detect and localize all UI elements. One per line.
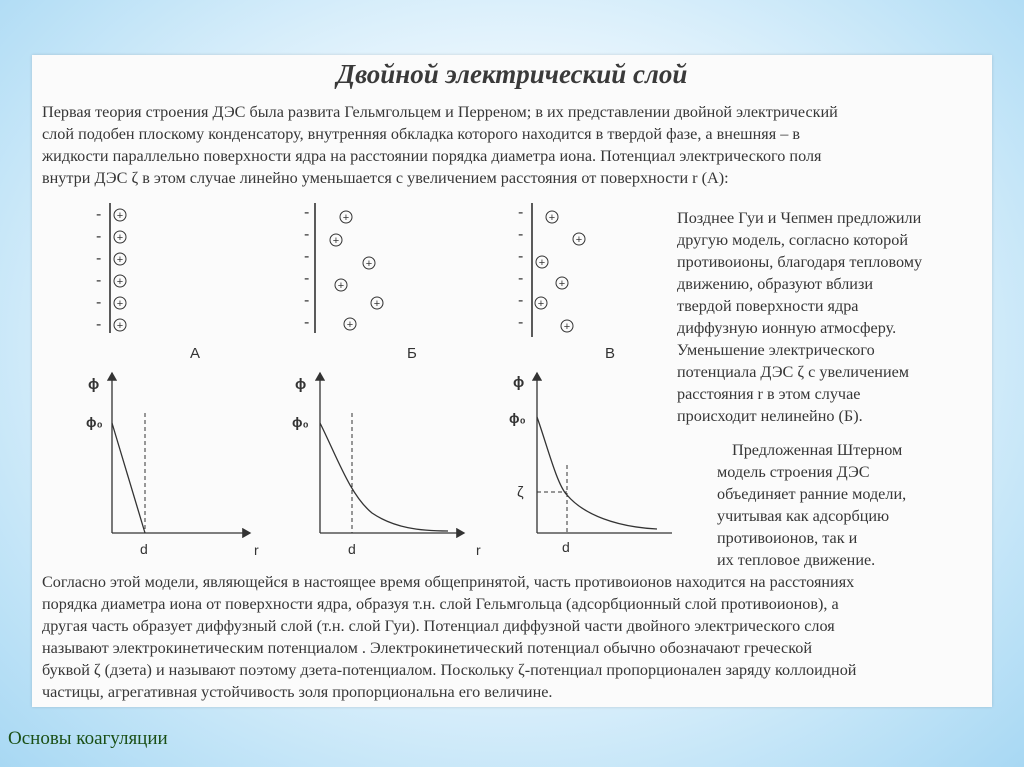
svg-text:ϕ: ϕ (513, 374, 525, 391)
footer-title: Основы коагуляции (8, 728, 168, 749)
diagram-label-b: Б (407, 345, 417, 362)
side-text-line: твердой поверхности ядра (677, 297, 859, 315)
svg-text:ϕ₀: ϕ₀ (292, 414, 309, 430)
svg-text:+: + (116, 320, 124, 332)
intro-line: Первая теория строения ДЭС была развита Гельмгольцем и Перреном; в их представлении двойной электрический (42, 103, 838, 121)
minus-charges (96, 206, 101, 333)
side-text-line: движению, образуют вблизи (677, 275, 874, 293)
bottom-line: Согласно этой модели, являющейся в настоящее время общепринятой, часть противоионов находится на расстояниях (42, 573, 855, 591)
svg-text:+: + (346, 319, 354, 331)
svg-text:ζ: ζ (517, 484, 524, 501)
svg-text:-: - (518, 292, 524, 309)
svg-text:-: - (96, 206, 102, 223)
page-title: Двойной электрический слой (336, 59, 688, 89)
svg-text:ϕ₀: ϕ₀ (509, 410, 526, 426)
svg-text:-: - (304, 226, 310, 243)
side-text-line: диффузную ионную атмосферу. (677, 319, 897, 337)
side-text-line: потенциала ДЭС ζ с увеличением (677, 363, 910, 381)
potential-graph-c (509, 373, 672, 555)
bottom-line: порядка диаметра иона от поверхности ядра, образуя т.н. слой Гельмгольца (адсорбционный слой противоионов), а (42, 595, 839, 613)
svg-text:d: d (562, 539, 570, 555)
side-text-line: учитывая как адсорбцию (717, 507, 890, 525)
side-text-line: расстояния r в этом случае (677, 385, 861, 403)
svg-text:-: - (96, 272, 102, 289)
svg-text:-: - (518, 248, 524, 265)
svg-text:-: - (518, 226, 524, 243)
svg-text:+: + (558, 278, 566, 290)
svg-text:+: + (537, 298, 545, 310)
side-text-line: другую модель, согласно которой (677, 231, 909, 249)
svg-text:+: + (365, 258, 373, 270)
svg-text:-: - (304, 314, 310, 331)
svg-text:+: + (548, 212, 556, 224)
svg-text:+: + (538, 257, 546, 269)
side-text-line: объединяет ранние модели, (717, 485, 907, 503)
intro-line: жидкости параллельно поверхности ядра на расстоянии порядка диаметра иона. Потенциал электрического поля (42, 147, 822, 165)
svg-text:r: r (254, 542, 259, 558)
svg-text:-: - (96, 228, 102, 245)
ion-diagram-b (304, 203, 417, 362)
side-text-line: Предложенная Штерном (732, 441, 903, 459)
ion-diagram-c (518, 203, 615, 362)
intro-line: внутри ДЭС ζ в этом случае линейно уменьшается с увеличением расстояния от поверхности r (А): (42, 169, 729, 187)
svg-text:+: + (575, 234, 583, 246)
side-text-line: происходит нелинейно (Б). (677, 407, 863, 425)
bottom-line: называют электрокинетическим потенциалом . Электрокинетический потенциал обычно обозначают греческой (42, 639, 813, 657)
svg-text:-: - (304, 292, 310, 309)
svg-text:-: - (518, 270, 524, 287)
svg-text:-: - (518, 204, 524, 221)
bottom-line: другая часть образует диффузный слой (т.н. слой Гуи). Потенциал диффузной части двойного электрического слоя (42, 617, 835, 635)
diagram-label-a: А (190, 345, 201, 362)
side-text-line: их тепловое движение. (717, 551, 876, 569)
side-text-line: противоионов, так и (717, 529, 858, 547)
svg-text:+: + (116, 232, 124, 244)
svg-text:ϕ: ϕ (88, 376, 100, 393)
side-text-line: противоионы, благодаря тепловому (677, 253, 923, 271)
svg-text:+: + (116, 298, 124, 310)
svg-text:+: + (342, 212, 350, 224)
svg-text:r: r (476, 542, 481, 558)
svg-text:+: + (373, 298, 381, 310)
svg-text:-: - (96, 250, 102, 267)
svg-text:+: + (116, 210, 124, 222)
potential-graph-b (292, 373, 481, 558)
svg-text:ϕ: ϕ (295, 376, 307, 393)
intro-line: слой подобен плоскому конденсатору, внутренняя обкладка которого находится в твердой фазе, а внешняя – в (42, 125, 801, 143)
side-text-line: Уменьшение электрического (677, 341, 875, 359)
side-text-line: модель строения ДЭС (717, 463, 870, 481)
svg-text:+: + (332, 235, 340, 247)
potential-graph-a (86, 373, 259, 558)
svg-text:d: d (140, 541, 148, 557)
svg-text:d: d (348, 541, 356, 557)
dl-diagram (32, 195, 672, 565)
counter-ions (114, 209, 126, 331)
svg-text:-: - (304, 270, 310, 287)
bottom-line: буквой ζ (дзета) и называют поэтому дзета-потенциалом. Поскольку ζ-потенциал пропорционален заряду коллоидной (42, 661, 857, 679)
svg-text:-: - (518, 314, 524, 331)
side-text-line: Позднее Гуи и Чепмен предложили (677, 209, 922, 227)
svg-text:-: - (304, 204, 310, 221)
svg-text:-: - (96, 316, 102, 333)
svg-text:ϕ₀: ϕ₀ (86, 414, 103, 430)
slide (32, 55, 992, 707)
ion-diagram-a (96, 203, 200, 362)
diagram-label-c: В (605, 345, 616, 362)
bottom-line: частицы, агрегативная устойчивость золя пропорциональна его величине. (42, 683, 553, 701)
svg-text:+: + (116, 276, 124, 288)
svg-text:+: + (116, 254, 124, 266)
svg-text:+: + (563, 321, 571, 333)
svg-text:-: - (96, 294, 102, 311)
svg-text:+: + (337, 280, 345, 292)
svg-text:-: - (304, 248, 310, 265)
